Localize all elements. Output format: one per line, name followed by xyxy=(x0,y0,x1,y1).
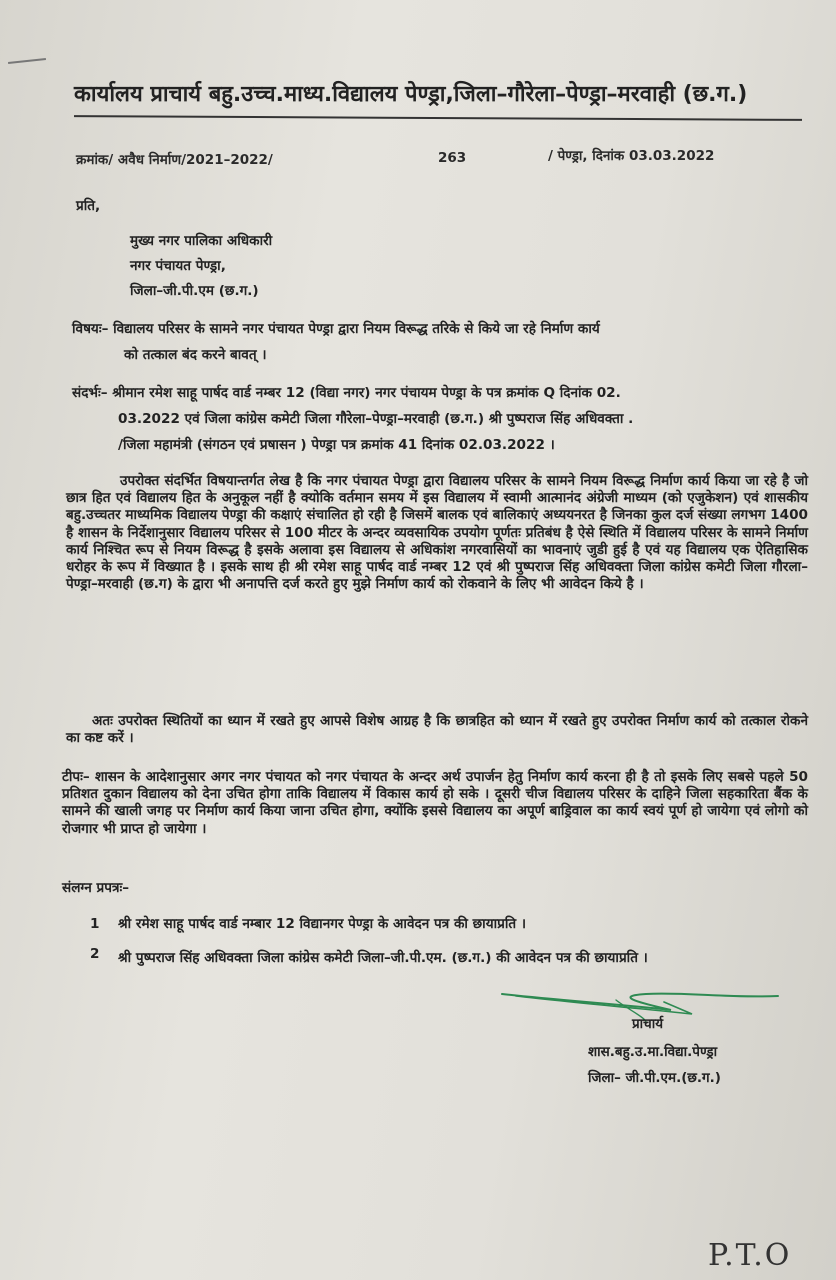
enclosure-number: 1 xyxy=(90,916,100,932)
reference-line: /जिला महामंत्री (संगठन एवं प्रषासन ) पेण्ड्रा पत्र क्रमांक 41 दिनांक 02.03.2022 । xyxy=(118,437,555,453)
margin-pen-mark xyxy=(8,58,46,64)
letterhead-title: कार्यालय प्राचार्य बहु.उच्च.माध्य.विद्यालय पेण्ड्रा,जिला–गौरेला–पेण्ड्रा–मरवाही (छ.ग.) xyxy=(74,82,748,107)
recipient-line: जिला–जी.पी.एम (छ.ग.) xyxy=(130,283,259,299)
to-label: प्रति, xyxy=(76,198,101,214)
enclosure-number: 2 xyxy=(90,946,100,962)
signatory-designation: प्राचार्य xyxy=(632,1016,664,1032)
dispatch-number: 263 xyxy=(438,150,467,166)
pto-note: P.T.O xyxy=(708,1238,792,1273)
subject-line: विषयः– विद्यालय परिसर के सामने नगर पंचायत पेण्ड्रा द्वारा नियम विरूद्ध तरिके से किये जा रहे निर्माण कार्य xyxy=(72,321,600,337)
body-paragraph: उपरोक्त संदर्भित विषयान्तर्गत लेख है कि नगर पंचायत पेण्ड्रा द्वारा विद्यालय परिसर के सामने नियम विरूद्ध निर्माण कार्य किया जा रहे है जो छात्र हित एवं विद्यालय हित के अनुकूल नहीं है क्योकि वर्तमान समय में इस विद्यालय में स्वामी आत्मानंद अंग्रेजी माध्यम (को एजुकेशन) एवं शासकीय बहु.उच्चतर माध्यमिक विद्यालय पेण्ड्रा की कक्षाएं संचालित हो रही है जिसमें बालक एवं बालिकाएं अध्ययनरत है जिनका कुल दर्ज संख्या लगभग 1400 है शासन के निर्देशानुसार विद्यालय परिसर से 100 मीटर के अन्दर व्यवसायिक उपयोग पूर्णतः प्रतिबंध है ऐसे स्थिति में विद्यालय परिसर के सामने निर्माण कार्य निश्चित रूप से नियम विरूद्ध है इसके अलावा इस विद्यालय से अधिकांश नगरवासियों का भावनाएं जुडी हुई है एवं यह विद्यालय एक ऐतिहासिक धरोहर के रूप में विख्यात है । इसके साथ ही श्री रमेश साहू पार्षद वार्ड नम्बर 12 एवं श्री पुष्पराज सिंह अधिवक्ता जिला कांग्रेस कमेटी जिला गौरला–पेण्ड्रा–मरवाही (छ.ग) के द्वारा भी अनापत्ति दर्ज करते हुए मुझे निर्माण कार्य को रोकवाने के लिए भी आवेदन किये है । xyxy=(66,473,808,593)
enclosure-item: श्री रमेश साहू पार्षद वार्ड नम्बार 12 विद्यानगर पेण्ड्रा के आवेदन पत्र की छायाप्रति । xyxy=(118,916,526,932)
place-date: / पेण्ड्रा, दिनांक 03.03.2022 xyxy=(548,148,715,164)
reference-number: क्रमांक/ अवैध निर्माण/2021–2022/ xyxy=(76,152,273,168)
reference-line: 03.2022 एवं जिला कांग्रेस कमेटी जिला गौरेला–पेण्ड्रा–मरवाही (छ.ग.) श्री पुष्पराज सिंह अधिवक्ता . xyxy=(118,411,634,427)
note-paragraph: टीपः– शासन के आदेशानुसार अगर नगर पंचायत को नगर पंचायत के अन्दर अर्थ उपार्जन हेतु निर्माण कार्य करना ही है तो इसके लिए सबसे पहले 50 प्रतिशत दुकान विद्यालय को देना उचित होगा ताकि विद्यालय में विकास कार्य हो सके । दूसरी चीज विद्यालय परिसर के दाहिने जिला सहकारिता बैंक के सामने की खाली जगह पर निर्माण कार्य किया जाना उचित होगा, क्योंकि इससे विद्यालय का अपूर्ण बाड्रिवाल का कार्य स्वयं पूर्ण हो जायेगा एवं लोगो को रोजगार भी प्राप्त हो जायेगा । xyxy=(62,769,808,837)
signatory-office: शास.बहु.उ.मा.विद्या.पेण्ड्रा xyxy=(588,1044,718,1060)
reference-line: संदर्भः– श्रीमान रमेश साहू पार्षद वार्ड नम्बर 12 (विद्या नगर) नगर पंचायम पेण्ड्रा के पत्र क्रमांक Q दिनांक 02. xyxy=(72,385,621,401)
subject-line: को तत्काल बंद करने बावत् । xyxy=(124,347,267,363)
recipient-line: मुख्य नगर पालिका अधिकारी xyxy=(130,233,273,249)
recipient-line: नगर पंचायत पेण्ड्रा, xyxy=(130,258,226,274)
enclosures-label: संलग्न प्रपत्रः– xyxy=(62,880,130,896)
signatory-district: जिला– जी.पी.एम.(छ.ग.) xyxy=(588,1070,721,1086)
enclosure-item: श्री पुष्पराज सिंह अधिवक्ता जिला कांग्रेस कमेटी जिला–जी.पी.एम. (छ.ग.) की आवेदन पत्र की छायाप्रति । xyxy=(118,950,648,966)
letterhead-rule xyxy=(74,115,802,121)
request-paragraph: अतः उपरोक्त स्थितियों का ध्यान में रखते हुए आपसे विशेष आग्रह है कि छात्रहित को ध्यान में रखते हुए उपरोक्त निर्माण कार्य को तत्काल रोकने का कष्ट करें । xyxy=(66,713,808,747)
